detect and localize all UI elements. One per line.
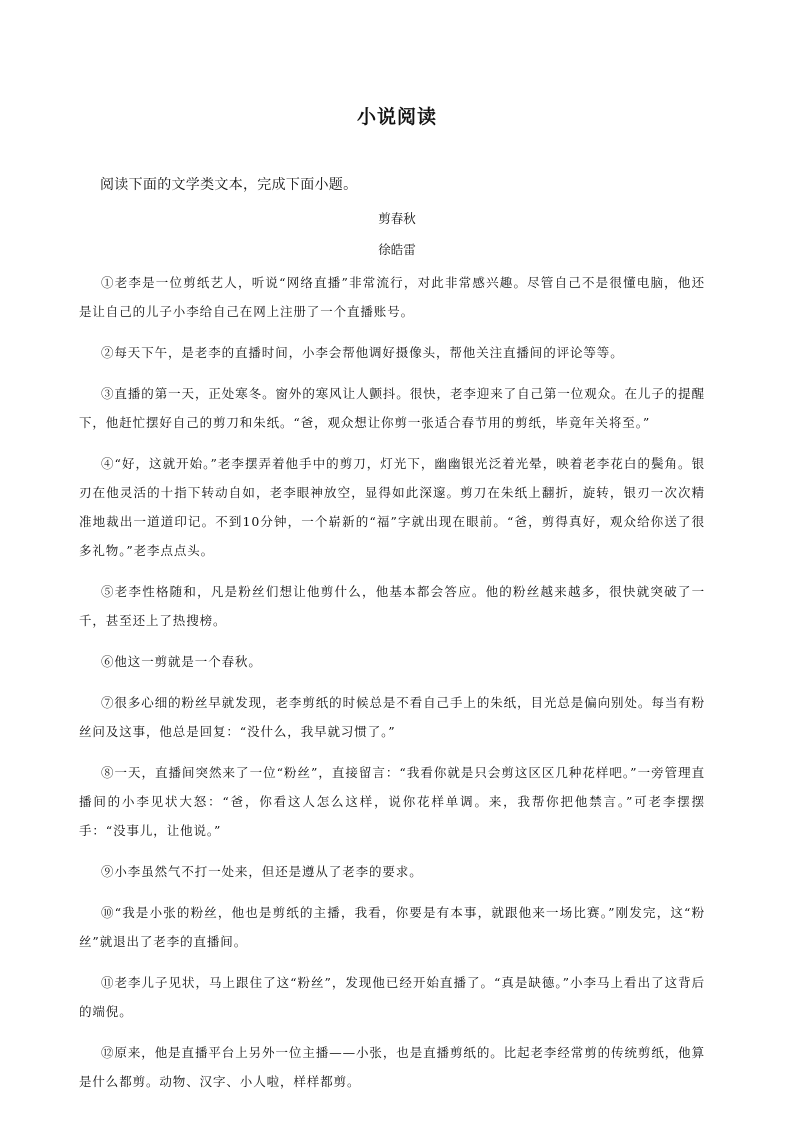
- paragraph-5: ⑤老李性格随和，凡是粉丝们想让他剪什么，他基本都会答应。他的粉丝越来越多，很快就突破了一千，甚至还上了热搜榜。: [79, 584, 705, 628]
- paragraph-12: ⑫原来，他是直播平台上另外一位主播——小张，也是直播剪纸的。比起老李经常剪的传统剪纸，他算是什么都剪。动物、汉字、小人啦，样样都剪。: [79, 1045, 705, 1089]
- paragraph-2: ②每天下午，是老李的直播时间，小李会帮他调好摄像头，帮他关注直播间的评论等等。: [101, 345, 624, 360]
- story-title: 剪春秋: [378, 211, 416, 226]
- story-body: [79, 268, 705, 1108]
- story-author: 徐皓雷: [378, 242, 416, 257]
- paragraph-4: ④“好，这就开始。”老李摆弄着他手中的剪刀，灯光下，幽幽银光泛着光晕，映着老李花白的鬓角。银刃在他灵活的十指下转动自如，老李眼神放空，显得如此深邃。剪刀在朱纸上翻折，旋转，银刃一次次精准地裁出一道道印记。不到10分钟，一个崭新的“福”字就出现在眼前。“爸，剪得真好，观众给你送了很多礼物。”老李点点头。: [79, 456, 705, 558]
- paragraph-1: ①老李是一位剪纸艺人，听说“网络直播”非常流行，对此非常感兴趣。尽管自己不是很懂电脑，他还是让自己的儿子小李给自己在网上注册了一个直播账号。: [79, 275, 705, 319]
- paragraph-8: ⑧一天，直播间突然来了一位“粉丝”，直接留言：“我看你就是只会剪这区区几种花样吧。”一旁管理直播间的小李见状大怒：“爸，你看这人怎么这样，说你花样单调。来，我帮你把他禁言。”可老李摆摆手：“没事儿，让他说。”: [79, 765, 705, 838]
- paragraph-11: ⑪老李儿子见状，马上跟住了这“粉丝”，发现他已经开始直播了。“真是缺德。”小李马上看出了这背后的端倪。: [79, 975, 705, 1019]
- instruction-text: 阅读下面的文学类文本，完成下面小题。: [100, 177, 358, 193]
- paragraph-6: ⑥他这一剪就是一个春秋。: [101, 654, 262, 669]
- paragraph-9: ⑨小李虽然气不打一处来，但还是遵从了老李的要求。: [101, 864, 423, 879]
- page-title: 小说阅读: [356, 106, 437, 128]
- paragraph-10: ⑩“我是小张的粉丝，他也是剪纸的主播，我看，你要是有本事，就跟他来一场比赛。”刚发完，这“粉丝”就退出了老李的直播间。: [79, 905, 705, 949]
- paragraph-3: ③直播的第一天，正处寒冬。窗外的寒风让人颤抖。很快，老李迎来了自己第一位观众。在儿子的提醒下，他赶忙摆好自己的剪刀和朱纸。“爸，观众想让你剪一张适合春节用的剪纸，毕竟年关将至。”: [79, 386, 705, 430]
- paragraph-7: ⑦很多心细的粉丝早就发现，老李剪纸的时候总是不看自己手上的朱纸，目光总是偏向别处。每当有粉丝问及这事，他总是回复：“没什么，我早就习惯了。”: [79, 695, 705, 739]
